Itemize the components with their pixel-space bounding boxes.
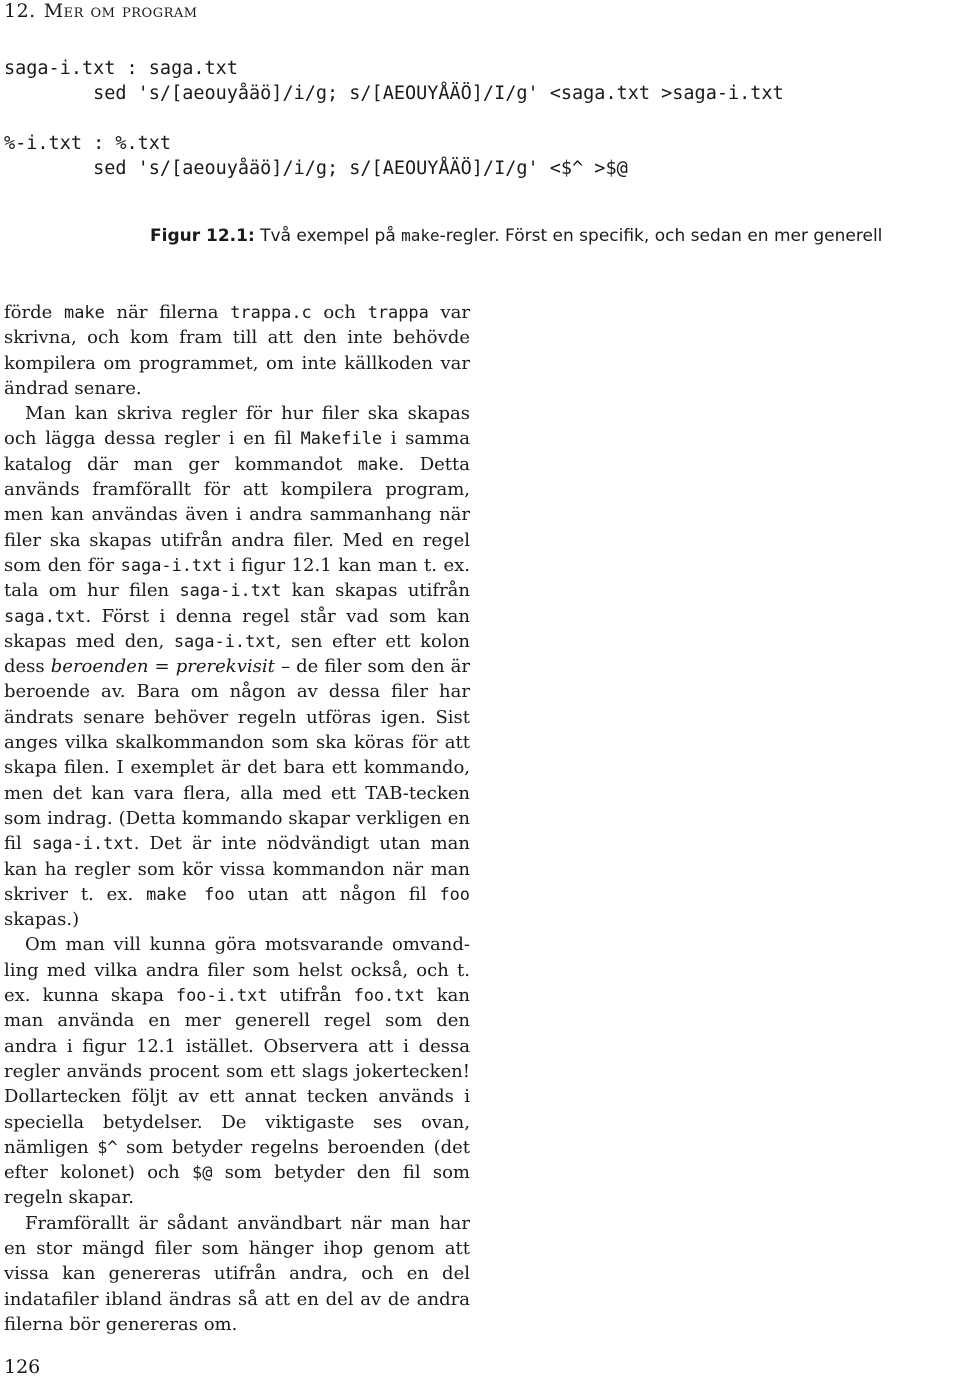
emphasis: beroenden [50, 656, 149, 678]
text: utan att någon fil [234, 883, 440, 905]
text: , sen efter ett kolon dess [4, 630, 471, 678]
inline-code: saga-i.txt [179, 580, 282, 601]
text: skapas.) [4, 909, 80, 931]
paragraph-1 [4, 300, 470, 401]
figure-label: Figur 12.1: [150, 226, 255, 246]
inline-code: foo-i.txt [175, 985, 268, 1006]
inline-code: foo.txt [353, 985, 425, 1006]
text: kan man använda en mer generell regel som den andra i figur 12.1 istället. Observera att i dessa regler används procent som ett slags jokertecken! Dollartecken följt av ett annat tecken används i speciella betydelser. De viktigaste ses ovan, nämligen [4, 985, 470, 1158]
figure-caption [150, 226, 882, 246]
text: – de filer som den är beroende av. Bara om någon av dessa filer har ändrats senare behöver regeln utföras igen. Sist anges vilka skalkommandon som ska köras för att skapa filen. I exemplet är det bara ett kommando, men det kan vara flera, alla med ett TAB-tecken som indrag. (Detta kommando skapar verkligen en fil [4, 656, 471, 855]
body-text [4, 300, 470, 1337]
text: Man kan skriva regler för hur filer ska skapas och lägga dessa regler i en fil [4, 403, 470, 450]
inline-code: Makefile [300, 428, 383, 449]
inline-code: foo [439, 883, 470, 904]
caption-code: make [401, 226, 440, 245]
text: kan skapas utifrån [281, 580, 471, 602]
text: som betyder regelns beroenden (det efter kolonet) och [4, 1136, 471, 1184]
text: förde [4, 302, 65, 323]
text: och [311, 302, 368, 323]
inline-code: saga.txt [4, 605, 86, 626]
text: . Detta används framförallt för att kompilera program, men kan användas även i andra sammanhang när filer ska skapas utifrån andra filer. Med en regel som den för [4, 453, 471, 576]
page-number: 126 [4, 1356, 41, 1378]
inline-code: $@ [192, 1162, 213, 1183]
chapter-title: Mer om program [43, 0, 198, 22]
paragraph-2 [4, 401, 470, 932]
inline-code: make [64, 302, 105, 322]
text: Om man vill kunna göra motsvarande omvandling med vilka andra filer som helst också, och t. ex. kunna skapa [4, 934, 470, 1007]
inline-code: make foo [146, 883, 235, 904]
inline-code: saga-i.txt [31, 833, 134, 854]
text: som betyder den fil som regeln skapar. [4, 1162, 471, 1209]
text: . Först i denna regel står vad som kan skapas med den, [4, 605, 470, 652]
text: i samma katalog där man ger kommandot [4, 428, 470, 475]
inline-code: trappa.c [230, 302, 312, 322]
inline-code: saga-i.txt [173, 630, 276, 651]
paragraph-4 [4, 1211, 470, 1337]
paragraph-3 [4, 932, 470, 1210]
text: utifrån [267, 985, 354, 1007]
text: = [148, 656, 176, 678]
caption-text: Två exempel på [254, 226, 402, 246]
inline-code: make [357, 453, 399, 474]
code-line: %-i.txt : %.txt [4, 133, 172, 154]
inline-code: saga-i.txt [120, 554, 223, 575]
code-line: sed 's/[aeouyåäö]/i/g; s/[AEOUYÅÄÖ]/I/g' <saga.txt >saga-i.txt [4, 83, 784, 104]
emphasis: prerekvisit [175, 656, 275, 678]
chapter-number: 12. [4, 0, 36, 22]
running-header [4, 0, 198, 22]
text: . Det är inte nödvändigt utan man kan ha regler som kör vissa kommandon när man skriver t. ex. [4, 833, 471, 905]
text: var skrivna, och kom fram till att den inte behövde kompilera om programmet, om inte källkoden var ändrad senare. [4, 302, 471, 399]
caption-text: -regler. Först en specifik, och sedan en mer generell [439, 226, 883, 246]
code-line: sed 's/[aeouyåäö]/i/g; s/[AEOUYÅÄÖ]/I/g' <$^ >$@ [4, 158, 628, 179]
text: i figur 12.1 kan man t. ex. tala om hur filen [4, 554, 470, 602]
code-block [4, 56, 784, 181]
code-line: saga-i.txt : saga.txt [4, 58, 238, 79]
inline-code: trappa [367, 302, 429, 322]
text: Framförallt är sådant användbart när man har en stor mängd filer som hänger ihop genom att vissa kan genereras utifrån andra, och en del indatafiler ibland ändras så att en del av de andra filerna bör genereras om. [4, 1212, 470, 1335]
text: när filerna [104, 302, 231, 323]
inline-code: $^ [97, 1136, 118, 1157]
